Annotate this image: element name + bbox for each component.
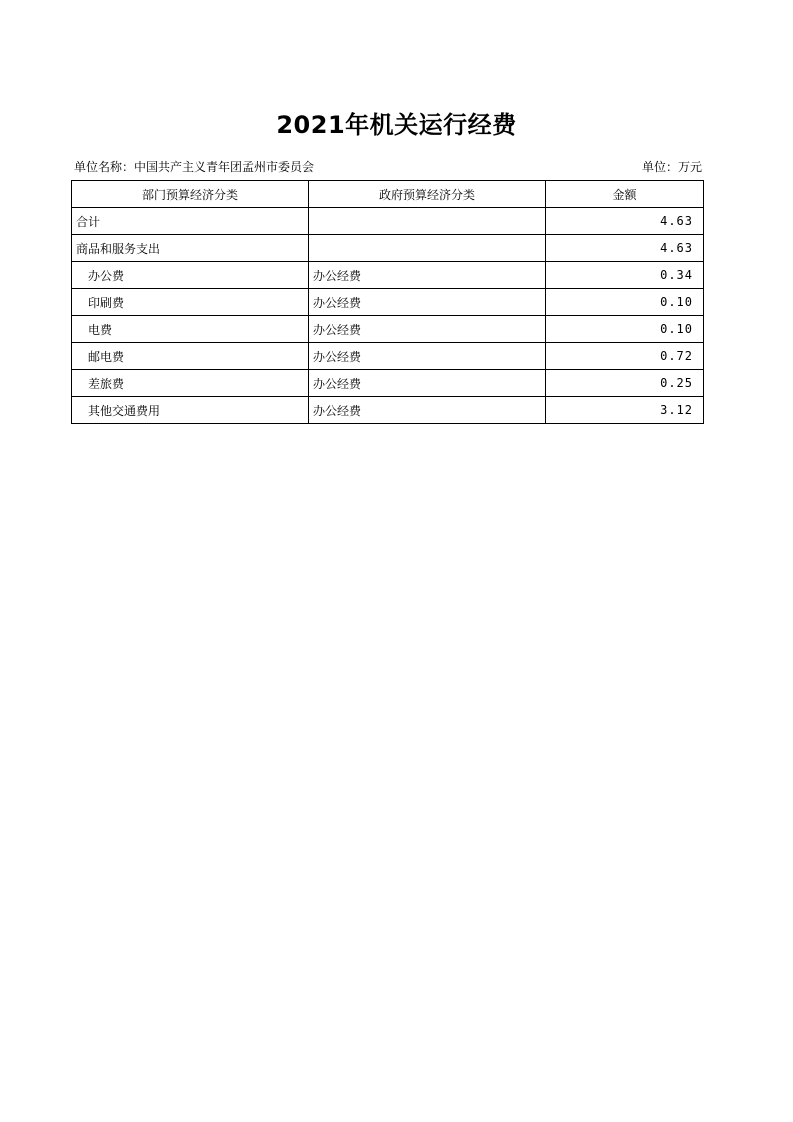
- dept-category-cell: 其他交通费用: [72, 397, 309, 424]
- dept-category-cell: 差旅费: [72, 370, 309, 397]
- amount-cell: 4.63: [546, 235, 704, 262]
- header-dept-category: 部门预算经济分类: [72, 181, 309, 208]
- gov-category-cell: 办公经费: [309, 343, 546, 370]
- gov-category-cell: 办公经费: [309, 316, 546, 343]
- table-row: [72, 289, 704, 316]
- amount-cell: 0.10: [546, 289, 704, 316]
- unit-name: 单位名称：中国共产主义青年团孟州市委员会: [74, 160, 315, 174]
- amount-cell: 0.72: [546, 343, 704, 370]
- table-meta: [74, 157, 702, 177]
- dept-category-cell: 办公费: [72, 262, 309, 289]
- gov-category-cell: 办公经费: [309, 370, 546, 397]
- dept-category-cell: 电费: [72, 316, 309, 343]
- amount-cell: 3.12: [546, 397, 704, 424]
- gov-category-cell: 办公经费: [309, 289, 546, 316]
- gov-category-cell: 办公经费: [309, 262, 546, 289]
- table-header-row: [72, 181, 704, 208]
- currency-unit: 单位：万元: [641, 160, 702, 174]
- table-row: [72, 316, 704, 343]
- dept-category-cell: 合计: [72, 208, 309, 235]
- amount-cell: 4.63: [546, 208, 704, 235]
- table-row: [72, 343, 704, 370]
- header-gov-category: 政府预算经济分类: [309, 181, 546, 208]
- amount-cell: 0.34: [546, 262, 704, 289]
- dept-category-cell: 邮电费: [72, 343, 309, 370]
- header-amount: 金额: [546, 181, 704, 208]
- dept-category-cell: 印刷费: [72, 289, 309, 316]
- table-row: [72, 397, 704, 424]
- gov-category-cell: [309, 208, 546, 235]
- table-row: [72, 262, 704, 289]
- table-row: [72, 370, 704, 397]
- gov-category-cell: [309, 235, 546, 262]
- amount-cell: 0.10: [546, 316, 704, 343]
- table-row: [72, 208, 704, 235]
- gov-category-cell: 办公经费: [309, 397, 546, 424]
- amount-cell: 0.25: [546, 370, 704, 397]
- table-row: [72, 235, 704, 262]
- dept-category-cell: 商品和服务支出: [72, 235, 309, 262]
- page-title: 2021年机关运行经费: [276, 111, 517, 139]
- expense-table: [71, 180, 704, 424]
